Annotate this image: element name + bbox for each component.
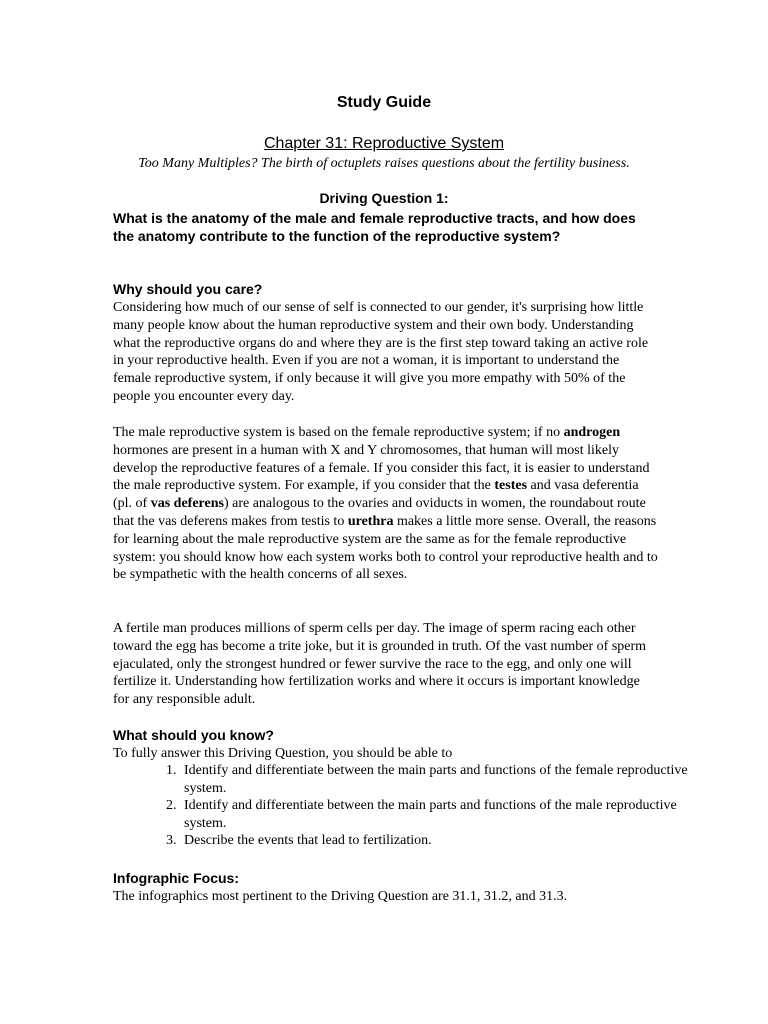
page-title: Study Guide	[336, 94, 432, 111]
what-know-heading: What should you know?	[113, 727, 274, 743]
infographic-heading: Infographic Focus:	[113, 870, 239, 886]
driving-question-text: What is the anatomy of the male and female reproductive tracts, and how does the anatomy contribute to the function of the reproductive system?	[113, 210, 636, 244]
term-vas-deferens: vas deferens	[150, 496, 224, 512]
list-item: 2. Identify and differentiate between the main parts and functions of the male reproductive system.	[180, 797, 720, 832]
why-care-paragraph-3: A fertile man produces millions of sperm cells per day. The image of sperm racing each other toward the egg has become a trite joke, but it is grounded in truth. Of the vast number of sperm ejaculated, only the strongest hundred or fewer survive the race to the egg, and only one will fertilize it. Understanding how fertilization works and where it occurs is important knowledge for any responsible adult.	[113, 621, 647, 708]
p2-text-3: and vasa deferentia (pl. of	[113, 478, 639, 512]
why-care-paragraph-1: Considering how much of our sense of self is connected to our gender, it's surprising how little many people know about the human reproductive system and their own body. Understanding what the reproductive organs do and where they are is the first step toward taking an active role in your reproductive health. Even if you are not a woman, it is important to understand the female reproductive system, if only because it will give you more empathy with 50% of the people you encounter every day.	[113, 300, 649, 404]
p2-text-2: hormones are present in a human with X and Y chromosomes, that human will most likely develop the reproductive features of a female. If you consider this fact, it is easier to understand the male reproductive system. For example, if you consider that the	[113, 442, 650, 494]
what-know-intro: To fully answer this Driving Question, you should be able to	[113, 746, 453, 761]
driving-question-label: Driving Question 1:	[319, 190, 449, 206]
why-care-paragraph-2	[113, 424, 658, 584]
infographic-text: The infographics most pertinent to the Driving Question are 31.1, 31.2, and 31.3.	[113, 889, 568, 904]
p2-text-5: makes a little more sense. Overall, the reasons for learning about the male reproductive system are the same as for the female reproductive system: you should know how each system works both to control your reproductive health and to be sympathetic with the health concerns of all sexes.	[113, 513, 658, 583]
term-urethra: urethra	[347, 513, 394, 529]
why-care-heading: Why should you care?	[113, 281, 263, 297]
list-item: 3. Describe the events that lead to fertilization.	[180, 832, 720, 850]
p2-text-4: ) are analogous to the ovaries and oviducts in women, the roundabout route that the vas deferens makes from testis to	[113, 496, 646, 529]
term-androgen: androgen	[563, 425, 621, 440]
list-item: 1. Identify and differentiate between the main parts and functions of the female reproductive system.	[180, 762, 720, 797]
term-testes: testes	[494, 478, 528, 494]
p2-text-1: The male reproductive system is based on the female reproductive system; if no	[113, 425, 564, 440]
objectives-list	[113, 762, 720, 850]
chapter-title: Chapter 31: Reproductive System	[263, 135, 505, 152]
chapter-subtitle: Too Many Multiples? The birth of octuplets raises questions about the fertility business.	[138, 156, 630, 171]
